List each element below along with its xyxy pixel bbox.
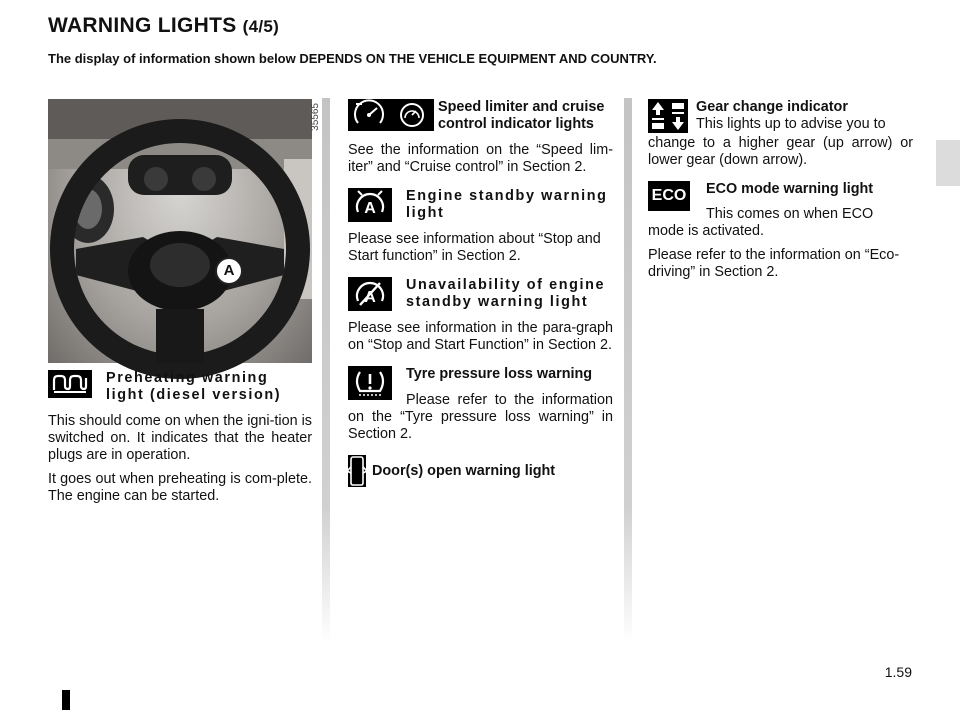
eco-mode-text-first: This comes on when ECO [706,206,874,222]
column-1 [48,370,312,512]
tyre-pressure-text: Please refer to the information on the “Tyre pressure loss warning” in Section 2. [348,392,613,442]
preheating-text-2: It goes out when preheating is com-plete. The engine can be started. [48,471,312,504]
steering-wheel-illustration [48,99,312,363]
svg-text:A: A [364,200,376,217]
speed-limiter-icon [348,99,434,131]
gear-change-section [648,99,913,135]
engine-standby-title: Engine standby warning light [406,188,608,221]
eco-mode-title: ECO mode warning light [706,181,874,197]
engine-standby-icon [348,188,392,222]
page-subtitle: The display of information shown below DEPENDS ON THE VEHICLE EQUIPMENT AND COUNTRY. [48,51,657,66]
gear-change-text-first: This lights up to advise you to [696,116,886,132]
eco-mode-icon: ECO [648,181,690,211]
page-title [48,14,279,38]
eco-mode-section [648,181,913,223]
gear-change-icon [648,99,688,133]
engine-standby-section [348,188,613,224]
door-open-section [348,455,613,487]
column-2 [348,99,613,494]
column-3 [648,99,913,288]
preheating-text-1: This should come on when the igni-tion is switched on. It indicates that the heater plugs are in operation. [48,413,312,463]
gear-change-text-rest: change to a higher gear (up arrow) or lower gear (down arrow). [648,135,913,168]
eco-mode-text-rest: mode is activated. [648,223,764,239]
callout-a: A [215,257,243,285]
door-open-icon [348,455,366,487]
standby-unavailable-text: Please see information in the para-graph on “Stop and Start Function” in Section 2. [348,320,613,353]
preheating-section [48,370,312,406]
engine-standby-unavailable-icon [348,277,392,311]
speed-limiter-section [348,99,613,135]
title-part: (4/5) [242,17,280,36]
standby-unavailable-section [348,277,613,313]
speed-limiter-title: Speed limiter and cruise control indicator lights [438,99,605,132]
corner-mark [62,690,70,710]
speed-limiter-text: See the information on the “Speed lim-iter” and “Cruise control” in Section 2. [348,142,613,175]
column-divider-left [322,98,330,643]
standby-unavailable-title: Unavailability of engine standby warning light [406,277,606,310]
preheating-coil-icon [48,370,92,398]
dashboard-figure [48,99,321,363]
title-text: WARNING LIGHTS [48,14,237,37]
preheating-title: Preheating warning light (diesel version) [106,370,282,403]
image-reference-number: 35565 [310,103,321,131]
chapter-tab [936,140,960,186]
door-open-title: Door(s) open warning light [372,463,556,479]
tyre-pressure-title: Tyre pressure loss warning [406,366,593,382]
column-divider-right [624,98,632,643]
svg-text:A: A [364,289,376,306]
engine-standby-text: Please see information about “Stop and Start function” in Section 2. [348,231,601,264]
eco-mode-text-2: Please refer to the information on “Eco-driving” in Section 2. [648,247,900,280]
tyre-pressure-icon [348,366,392,400]
tyre-pressure-section [348,366,613,402]
page-number: 1.59 [884,664,912,680]
gear-change-title: Gear change indicator [696,99,848,115]
